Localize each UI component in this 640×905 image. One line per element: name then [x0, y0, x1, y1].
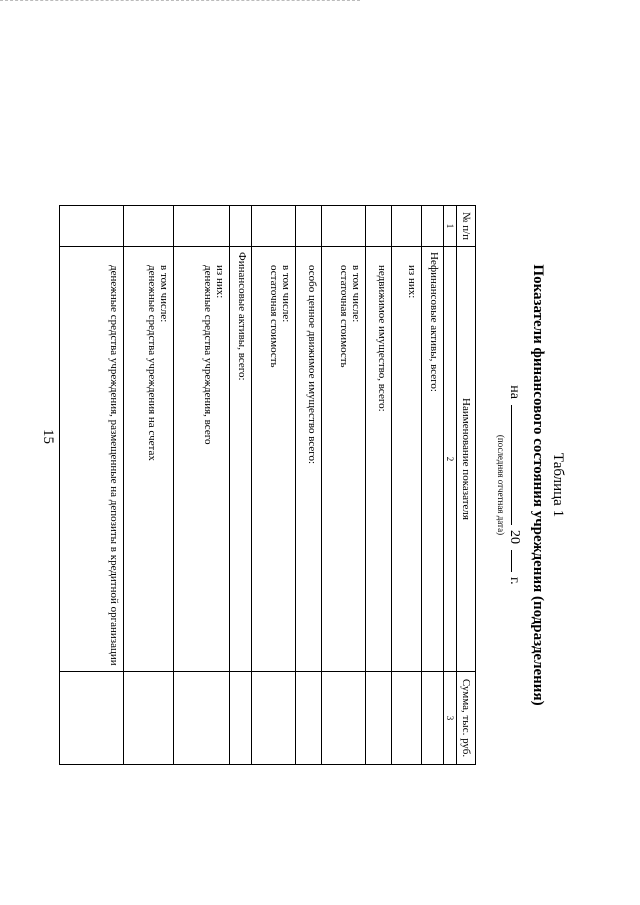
table-row [60, 206, 124, 765]
table-row [174, 206, 230, 765]
indicator-name-cell [392, 247, 422, 672]
sum-cell [322, 672, 366, 765]
table-label: Таблица 1 [550, 452, 566, 518]
row-number-cell [366, 206, 392, 247]
sum-cell [366, 672, 392, 765]
row-number-cell [60, 206, 124, 247]
indicator-name-line: из них: [406, 265, 418, 299]
row-number-cell [422, 206, 444, 247]
table-row [392, 206, 422, 765]
row-number-cell [252, 206, 296, 247]
table-row [322, 206, 366, 765]
indicator-name-cell [322, 247, 366, 672]
header-name: Наименование показателя [457, 247, 476, 672]
rotated-page-content [108, 205, 576, 765]
indicator-name-line: в том числе: [280, 265, 292, 323]
indicator-name-cell [366, 247, 392, 672]
indicator-name-line: в том числе: [158, 265, 170, 323]
sum-cell [422, 672, 444, 765]
indicator-name-cell [252, 247, 296, 672]
sum-cell [174, 672, 230, 765]
column-number: 2 [444, 247, 457, 672]
table-body [60, 206, 457, 765]
sum-cell [252, 672, 296, 765]
indicator-name-cell [60, 247, 124, 672]
date-prefix: на [507, 385, 522, 400]
sum-cell [230, 672, 252, 765]
scan-edge-line [0, 0, 360, 1]
indicator-name-line: денежные средства учреждения, размещенные на депозиты в кредитной организации [108, 265, 120, 666]
indicator-name-cell [124, 247, 174, 672]
indicator-name-line: денежные средства учреждения, всего [202, 265, 214, 445]
row-number-cell [392, 206, 422, 247]
date-note: (последняя отчетная дата) [496, 434, 506, 536]
table-row [230, 206, 252, 765]
table-row [252, 206, 296, 765]
sum-cell [296, 672, 322, 765]
table-row [422, 206, 444, 765]
indicator-name-cell [422, 247, 444, 672]
table-row [124, 206, 174, 765]
table-row [296, 206, 322, 765]
indicator-name-line: в том числе: [350, 265, 362, 323]
table-header-row [457, 206, 476, 765]
indicator-name-line: денежные средства учреждения на счетах [146, 265, 158, 461]
indicator-name-cell [230, 247, 252, 672]
indicator-name-cell [174, 247, 230, 672]
page-number: 15 [40, 429, 56, 444]
row-number-cell [174, 206, 230, 247]
indicator-name-line: остаточная стоимость [268, 265, 280, 368]
date-blank [511, 405, 524, 525]
indicator-name-line: остаточная стоимость [338, 265, 350, 368]
column-number: 1 [444, 206, 457, 247]
table-heading-block [466, 205, 576, 765]
header-no: № п/п [457, 206, 476, 247]
table-row [366, 206, 392, 765]
sum-cell [124, 672, 174, 765]
row-number-cell [124, 206, 174, 247]
date-year: 20 [507, 530, 522, 545]
column-number: 3 [444, 672, 457, 765]
indicator-name-line: Нефинансовые активы, всего: [428, 252, 440, 392]
sum-cell [60, 672, 124, 765]
row-number-cell [230, 206, 252, 247]
year-blank [511, 550, 524, 572]
sum-cell [392, 672, 422, 765]
report-date-line [506, 205, 524, 765]
table-title: Показатели финансового состояния учреждения (подразделения) [530, 264, 546, 706]
indicator-name-line: Финансовые активы, всего: [236, 252, 248, 381]
row-number-cell [322, 206, 366, 247]
indicator-name-line: особо ценное движимое имущество всего: [306, 265, 318, 465]
row-number-cell [296, 206, 322, 247]
indicator-name-cell [296, 247, 322, 672]
column-number-row [444, 206, 457, 765]
financial-indicators-table [59, 205, 476, 765]
indicator-name-line: из них: [214, 265, 226, 299]
indicator-name-line: недвижимое имущество, всего: [376, 265, 388, 412]
date-suffix: г. [507, 577, 522, 585]
header-sum: Сумма, тыс. руб. [457, 672, 476, 765]
